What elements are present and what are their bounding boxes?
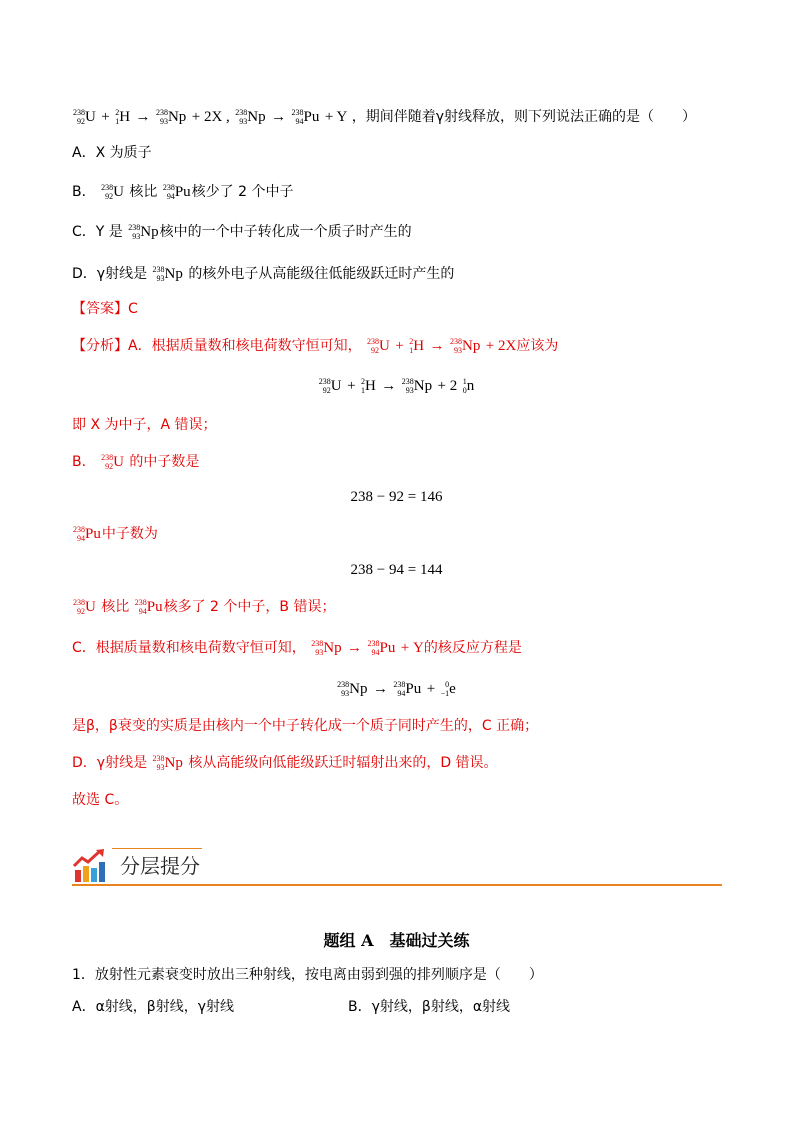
analysis-b-pu: 238 94 Pu中子数为 bbox=[73, 525, 158, 543]
q1-stem: 1．放射性元素衰变时放出三种射线，按电离由弱到强的排列顺序是（ ） bbox=[72, 967, 543, 983]
option-c: C．Y 是 238 93 Np核中的一个中子转化成一个质子时产生的 bbox=[72, 223, 412, 241]
analysis-b-conclusion: 238 92 U 核比 238 94 Pu核多了 2 个中子，B 错误； bbox=[73, 598, 336, 616]
analysis-c-conclusion: 是β，β衰变的实质是由核内一个中子转化成一个质子同时产生的，C 正确； bbox=[72, 718, 539, 734]
nuclide-u238: 238 92 U bbox=[73, 108, 96, 126]
section-heading bbox=[72, 846, 722, 886]
nuclide-np238: 238 93 Np bbox=[155, 108, 187, 126]
option-a: A．X 为质子 bbox=[72, 145, 152, 161]
question-stem: 238 92 U + 2 1 H → 238 93 Np + 2X , 238 93 Np → 238 94 Pu + Y ，期间伴随着γ射线释放，则下列说法正确的是（ ） bbox=[73, 108, 697, 126]
equation-a: 238 92 U + 2 1 H → 238 93 Np + 2 1 0 n bbox=[318, 377, 475, 395]
section-title: 题组 A 基础过关练 bbox=[323, 931, 470, 950]
analysis-c: C．根据质量数和核电荷数守恒可知， 238 93 Np → 238 94 Pu + Y的核反应方程是 bbox=[72, 639, 522, 657]
nuclide-h2: 2 1 H bbox=[115, 108, 131, 126]
option-b: B． 238 92 U 核比 238 94 Pu核少了 2 个中子 bbox=[72, 183, 294, 201]
rising-chart-icon bbox=[72, 848, 108, 884]
analysis-b: B． 238 92 U 的中子数是 bbox=[72, 453, 200, 471]
nuclide-pu238: 238 94 Pu bbox=[291, 108, 320, 126]
calc-pu-neutrons: 238 − 94 = 144 bbox=[350, 562, 443, 578]
equation-c: 238 93 Np → 238 94 Pu + 0 −1 e bbox=[337, 680, 456, 698]
q1-option-a: A．α射线，β射线，γ射线 bbox=[72, 999, 235, 1015]
analysis-a: 【分析】A．根据质量数和核电荷数守恒可知， 238 92 U + 2 1 H → 238 93 Np + 2X应该为 bbox=[72, 337, 559, 355]
answer-label: 【答案】C bbox=[72, 301, 138, 317]
q1-option-b: B．γ射线，β射线，α射线 bbox=[348, 999, 511, 1015]
option-d: D．γ射线是 238 93 Np 的核外电子从高能级往低能级跃迁时产生的 bbox=[72, 265, 455, 283]
calc-u-neutrons: 238 − 92 = 146 bbox=[350, 489, 443, 505]
nuclide-np238-b: 238 93 Np bbox=[235, 108, 266, 126]
heading-title: 分层提分 bbox=[120, 854, 200, 878]
analysis-d: D．γ射线是 238 93 Np 核从高能级向低能级跃迁时辐射出来的，D 错误。 bbox=[72, 754, 498, 772]
final-answer: 故选 C。 bbox=[72, 792, 129, 808]
heading-underline bbox=[72, 884, 722, 886]
analysis-a-conclusion: 即 X 为中子，A 错误； bbox=[72, 417, 217, 433]
